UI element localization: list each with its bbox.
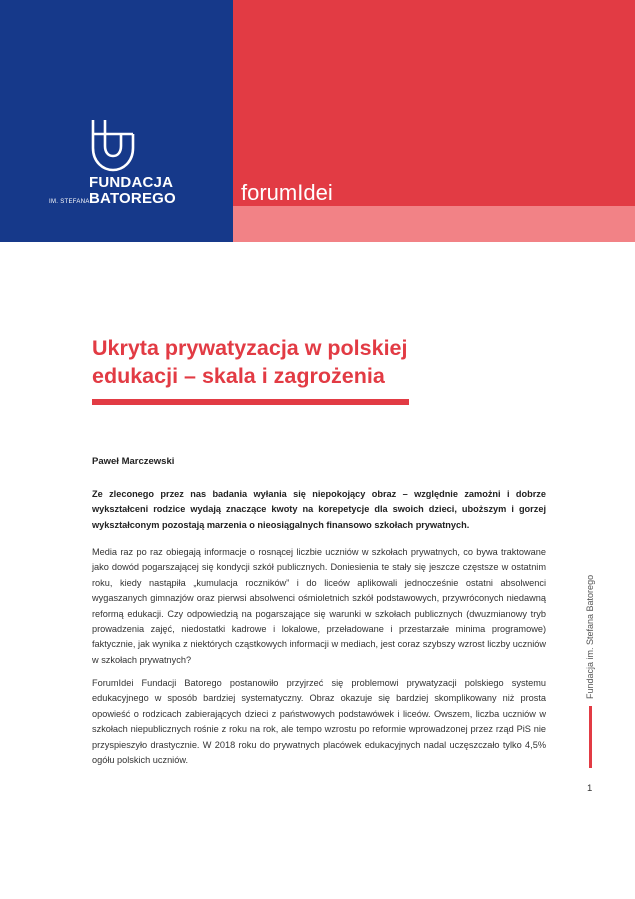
page-number: 1 (587, 783, 593, 794)
article-title-line-1: Ukryta prywatyzacja w polskiej (92, 336, 408, 360)
sidebar-accent-line (589, 706, 592, 768)
logo-text-prefix: IM. STEFANA (49, 199, 90, 205)
author-name: Paweł Marczewski (92, 456, 175, 467)
article-title (92, 334, 512, 390)
logo-text-fundacja: FUNDACJA (89, 174, 174, 191)
logo-text-batorego: BATOREGO (89, 190, 176, 207)
title-underline (92, 399, 409, 405)
body-paragraph-2: ForumIdei Fundacji Batorego postanowiło przyjrzeć się problemowi prywatyzacji polskiego systemu edukacyjnego w sposób bardziej systematyczny. Obraz okazuje się bardziej skomplikowany niż prosta opowieść o rodzicach zabierających dzieci z państwowych podstawówek i liceów. Owszem, liczba uczniów w szkołach niepublicznych rośnie z roku na rok, ale tempo wzrostu po reformie wprowadzonej przez rząd PiS nie przyspieszyło drastycznie. W 2018 roku do prywatnych placówek edukacyjnych nadal uczęszczało tylko 4,5% ogółu polskich uczniów. (92, 678, 546, 766)
header-red-block (233, 0, 635, 206)
body-paragraph-1: Media raz po raz obiegają informacje o rosnącej liczbie uczniów w szkołach prywatnych, co bywa traktowane jako dowód pogarszającej się kondycji szkół publicznych. Doniesienia te stały się jeszcze częstsze w ostatnim roku, kiedy nastąpiła „kumulacja roczników” i do liceów aplikowali jednocześnie ostatni absolwenci wygaszanych gimnazjów oraz pierwsi absolwenci ośmioletnich szkół podstawowych, przywróconych niedawną reformą edukacji. Czy odpowiedzią na pogarszające się warunki w szkołach publicznych (dwuzmianowy tryb prowadzenia zajęć, niedostatki kadrowe i lokalowe, przeładowane i przestarzałe minima programowe) faktycznie, jak wynika z niektórych cząstkowych informacji w mediach, jest coraz szybszy wzrost liczby uczniów w szkołach prywatnych? (92, 547, 546, 665)
lead-paragraph: Ze zleconego przez nas badania wyłania się niepokojący obraz – względnie zamożni i dobrze wykształceni rodzice wydają znaczące kwoty na korepetycje dla swoich dzieci, uboższym i gorzej wykształconym pozostają marzenia o nieosiągalnych finansowo szkołach prywatnych. (92, 489, 546, 530)
series-title: forumIdei (241, 180, 333, 205)
batory-foundation-mark-icon (87, 118, 139, 172)
sidebar-vertical-text: Fundacja im. Stefana Batorego (585, 574, 595, 699)
header-pink-band (233, 206, 635, 242)
article-title-line-2: edukacji – skala i zagrożenia (92, 364, 385, 388)
